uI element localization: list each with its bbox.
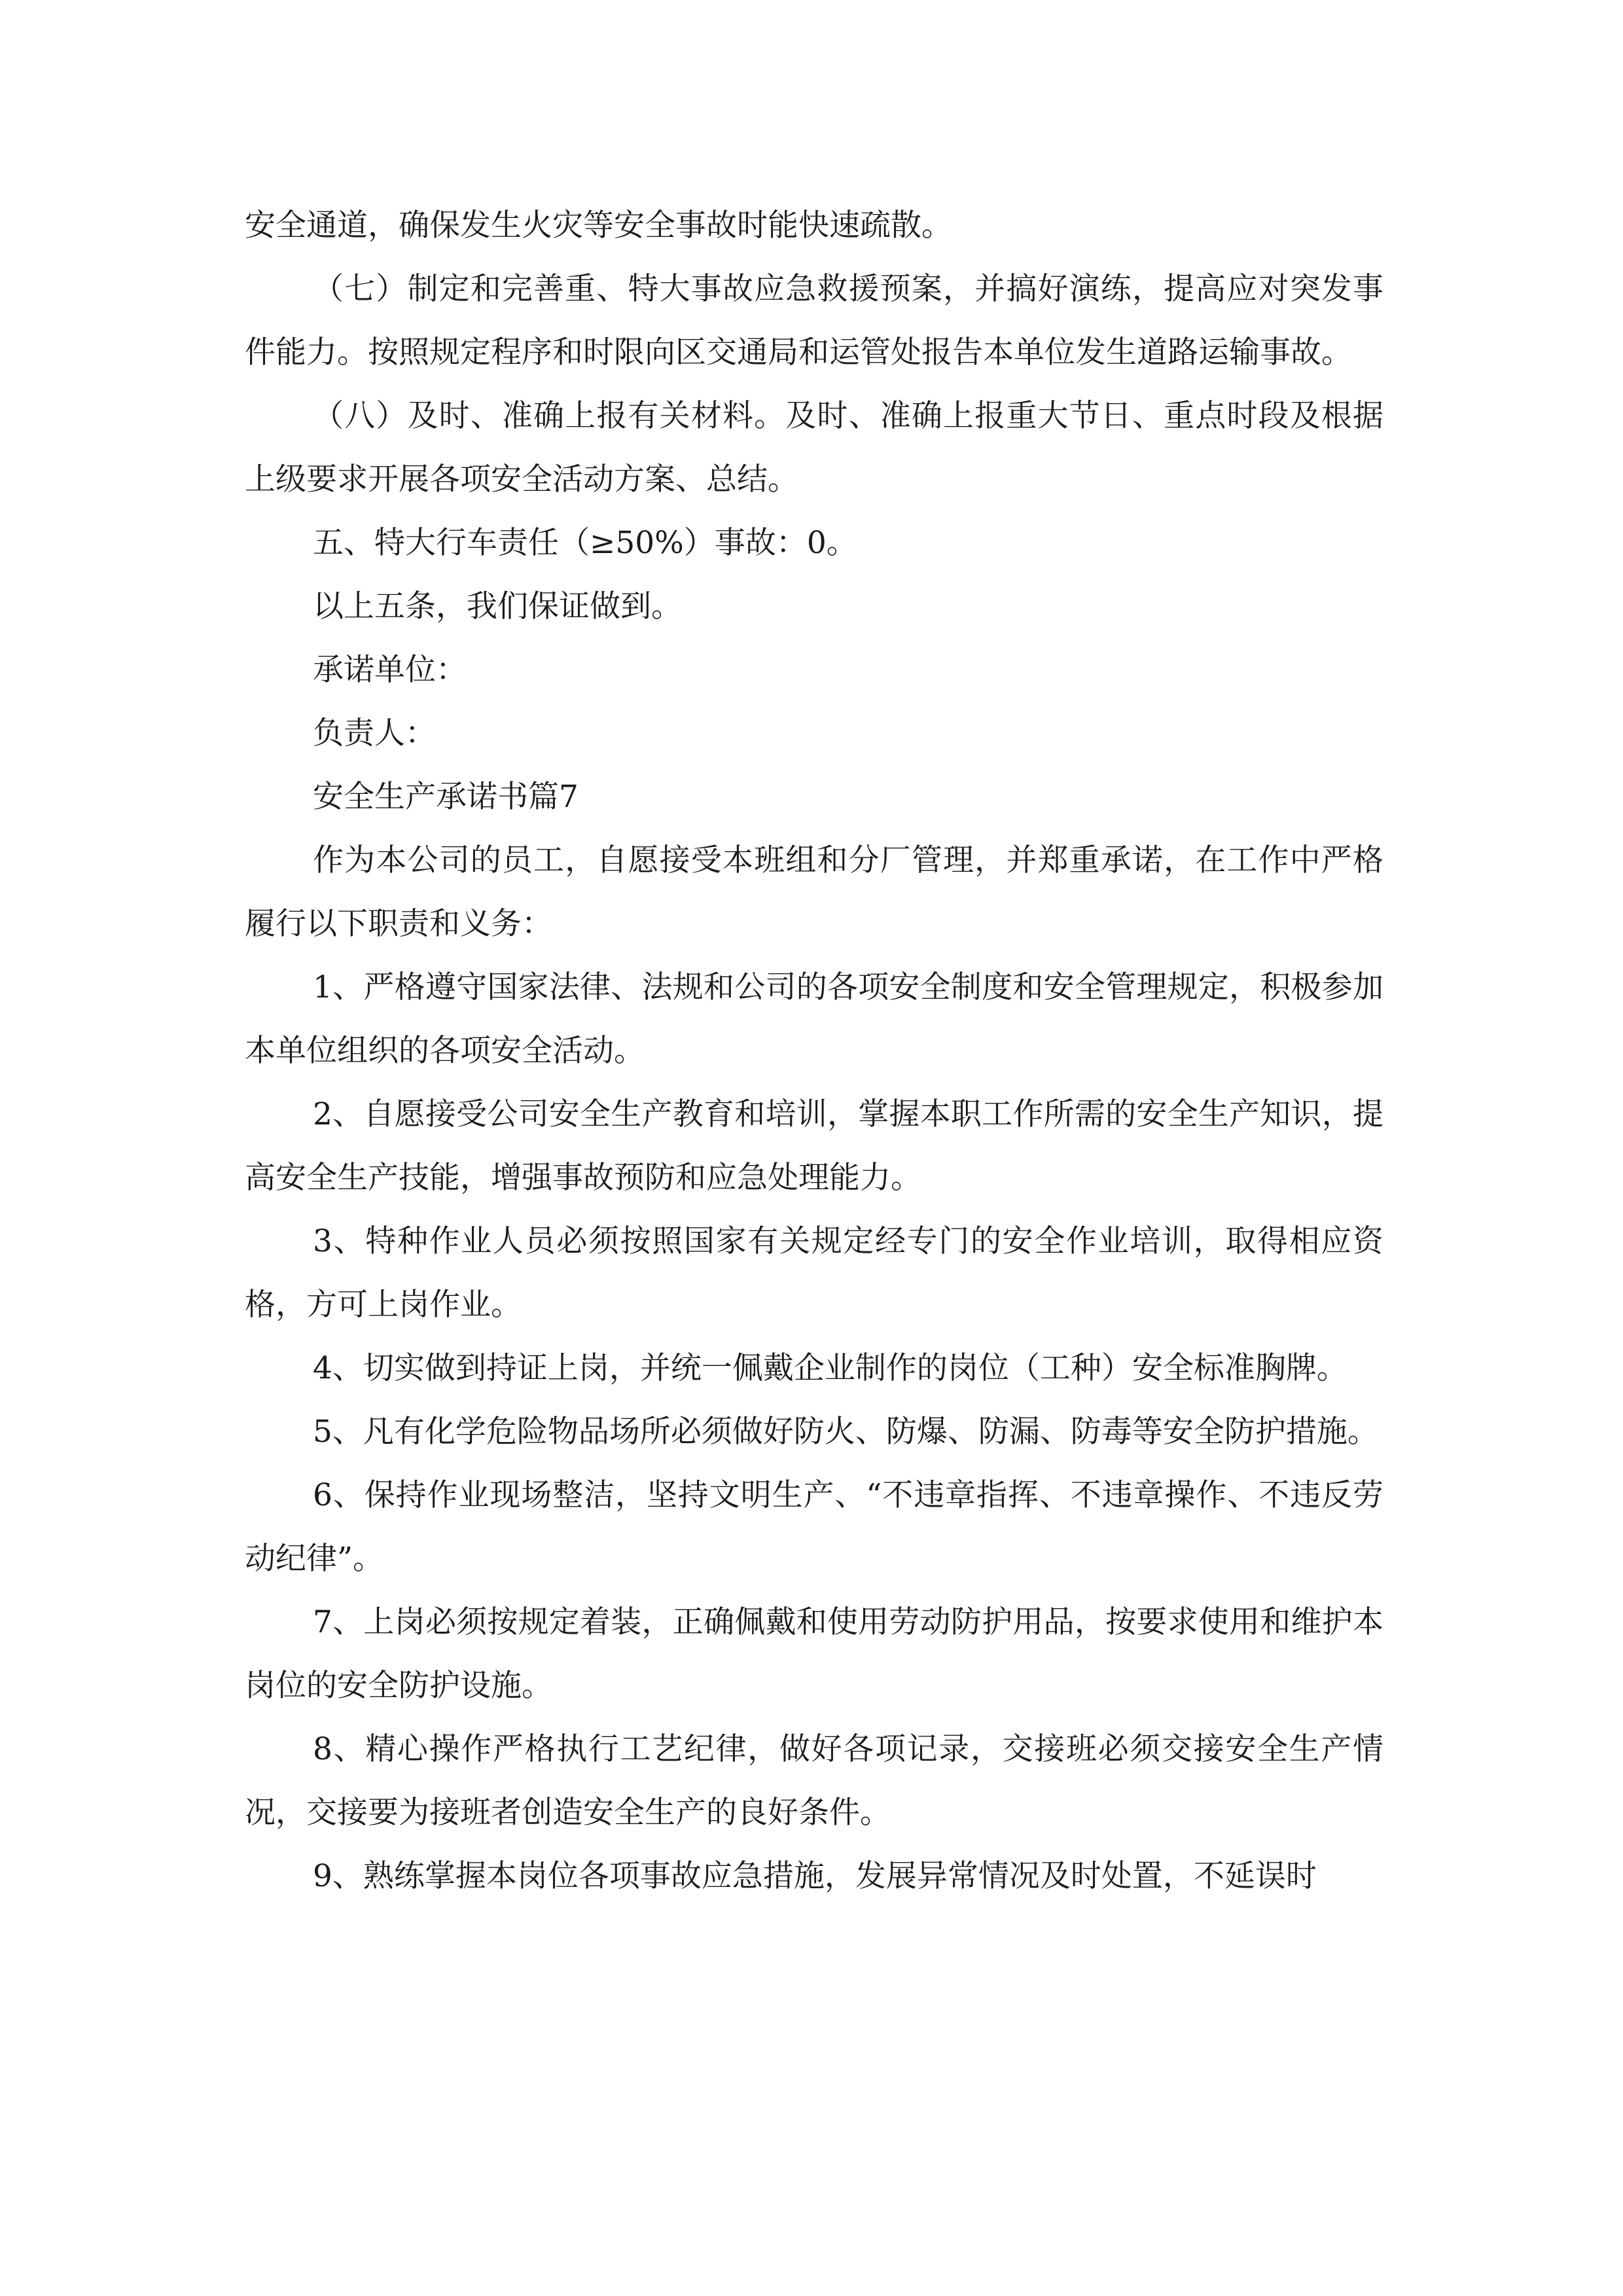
paragraph-item-8: （八）及时、准确上报有关材料。及时、准确上报重大节日、重点时段及根据上级要求开展各项安全活动方案、总结。 xyxy=(245,398,1383,497)
list-item-3: 3、特种作业人员必须按照国家有关规定经专门的安全作业培训，取得相应资格，方可上岗作业。 xyxy=(245,1223,1383,1323)
list-item-7: 7、上岗必须按规定着装，正确佩戴和使用劳动防护用品，按要求使用和维护本岗位的安全防护设施。 xyxy=(245,1604,1383,1704)
document-body xyxy=(245,194,1383,1908)
list-item-8: 8、精心操作严格执行工艺纪律，做好各项记录，交接班必须交接安全生产情况，交接要为接班者创造安全生产的良好条件。 xyxy=(245,1731,1383,1831)
section-title: 安全生产承诺书篇7 xyxy=(313,779,579,815)
label-responsible-person: 负责人： xyxy=(313,715,436,751)
paragraph-item-7: （七）制定和完善重、特大事故应急救援预案，并搞好演练，提高应对突发事件能力。按照规定程序和时限向区交通局和运管处报告本单位发生道路运输事故。 xyxy=(245,271,1383,370)
list-item-6: 6、保持作业现场整洁，坚持文明生产、“不违章指挥、不违章操作、不违反劳动纪律”。 xyxy=(245,1477,1383,1577)
paragraph-continuation: 安全通道，确保发生火灾等安全事故时能快速疏散。 xyxy=(245,207,952,243)
list-item-9: 9、熟练掌握本岗位各项事故应急措施，发展异常情况及时处置，不延误时 xyxy=(313,1858,1317,1894)
list-item-2: 2、自愿接受公司安全生产教育和培训，掌握本职工作所需的安全生产知识，提高安全生产技能，增强事故预防和应急处理能力。 xyxy=(245,1096,1383,1196)
list-item-1: 1、严格遵守国家法律、法规和公司的各项安全制度和安全管理规定，积极参加本单位组织的各项安全活动。 xyxy=(245,969,1383,1069)
label-committed-unit: 承诺单位： xyxy=(313,652,467,688)
paragraph-section-5: 五、特大行车责任（≥50%）事故：0。 xyxy=(313,525,857,561)
list-item-4: 4、切实做到持证上岗，并统一佩戴企业制作的岗位（工种）安全标准胸牌。 xyxy=(313,1350,1347,1386)
list-item-5: 5、凡有化学危险物品场所必须做好防火、防爆、防漏、防毒等安全防护措施。 xyxy=(313,1414,1378,1450)
paragraph-intro: 作为本公司的员工，自愿接受本班组和分厂管理，并郑重承诺，在工作中严格履行以下职责和义务： xyxy=(245,842,1383,942)
paragraph-guarantee: 以上五条，我们保证做到。 xyxy=(313,588,682,624)
